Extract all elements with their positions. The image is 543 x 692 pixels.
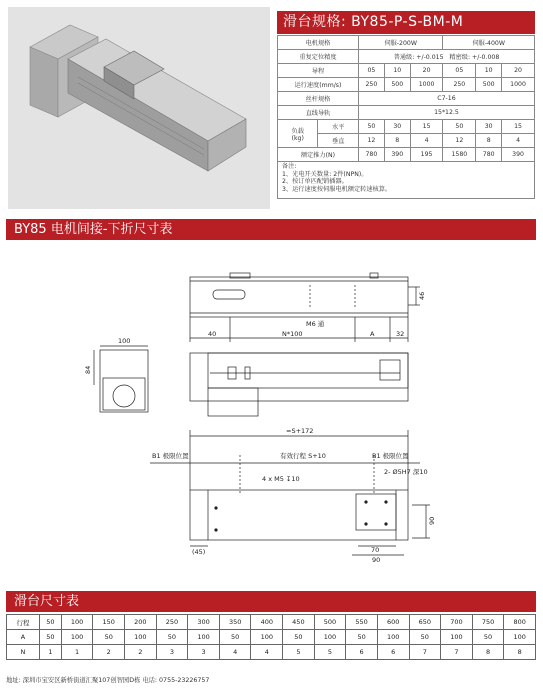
repeat-prec-value: +/-0.008 [472,54,500,61]
hole-mark [384,522,387,525]
top-view-body [190,277,408,317]
spec-row-lead [278,64,535,78]
speed-cell: 500 [476,78,502,92]
lead-label: 导程 [278,64,359,78]
side-view-rail [208,353,408,388]
m5-label: 4 x M5 ↧10 [262,475,300,483]
stroke-cell: 50 [39,615,61,630]
spec-row-screw [278,92,535,106]
stroke-cell: 250 [156,615,188,630]
a-cell: 50 [409,630,441,645]
horizontal-cell: 50 [443,120,476,134]
a-cell: 50 [472,630,504,645]
total-length: =S+172 [286,427,314,435]
thrust-cell: 780 [476,148,502,162]
n-cell: 4 [251,645,283,660]
dim-n100: N*100 [282,330,303,338]
screw-value: C7-16 [358,92,534,106]
m6-label: M6 通 [306,320,325,328]
section-title: BY85 电机间接-下折尺寸表 [6,219,536,240]
note-item: 1、光电开关数量: 2件(NPN)。 [282,170,368,178]
a-cell: 50 [93,630,125,645]
lead-cell: 05 [358,64,384,78]
n-cell: 5 [283,645,315,660]
n-cell: 1 [61,645,93,660]
a-cell: 100 [504,630,536,645]
stroke-cell: 650 [409,615,441,630]
a-cell: 100 [251,630,283,645]
pin-holes-label: 2- Ø5H7 深10 [384,468,428,476]
hole-mark [364,522,367,525]
repeat-values [358,50,534,64]
a-cell: 100 [377,630,409,645]
note-item: 2、按订单匹配销插器。 [282,178,348,186]
drawing-svg [0,250,543,580]
motor-label: 电机规格 [278,36,359,50]
limit-right: B1 极限位置 [372,452,409,460]
spec-title: 滑台规格: BY85-P-S-BM-M [277,11,535,34]
stroke-cell: 350 [219,615,251,630]
vertical-cell: 4 [502,134,535,148]
a-header: A [7,630,40,645]
dim-90-vertical: 90 [428,516,436,525]
dim-70: 70 [371,546,380,554]
footer-address: 地址: 深圳市宝安区新桥街道汇聚107创智园D栋 电话: 0755-23226757 [6,677,210,684]
n-row [7,645,536,660]
bottom-view-carriage [356,494,396,530]
bottom-view-body [190,490,408,540]
hole-mark [384,500,387,503]
repeat-std-value: +/-0.015 [416,54,444,61]
spec-row-speed [278,78,535,92]
horizontal-cell: 15 [410,120,443,134]
horizontal-cell: 30 [384,120,410,134]
thrust-label: 额定推力(N) [278,148,359,162]
guide-label: 直线导轨 [278,106,359,120]
side-view-motor [208,388,258,416]
n-cell: 3 [156,645,188,660]
speed-label: 运行速度(mm/s) [278,78,359,92]
repeat-prec-label: 精密级: [449,54,471,61]
dim-32: 32 [396,330,405,338]
horizontal-cell: 15 [502,120,535,134]
motor-400: 伺服-400W [443,36,535,50]
lead-cell: 20 [502,64,535,78]
spec-row-repeat [278,50,535,64]
stroke-header: 行程 [7,615,40,630]
effective-stroke: 有效行程 S+10 [280,452,326,460]
vertical-cell: 8 [476,134,502,148]
notes-title: 备注: [282,163,297,170]
a-cell: 100 [314,630,346,645]
n-cell: 7 [441,645,473,660]
n-cell: 4 [219,645,251,660]
end-view-flange [103,378,145,410]
horizontal-cell: 30 [476,120,502,134]
vertical-cell: 12 [358,134,384,148]
limit-left: B1 极限位置 [152,452,189,460]
motor-200: 伺服-200W [358,36,443,50]
vertical-cell: 12 [443,134,476,148]
stroke-cell: 500 [314,615,346,630]
end-view-body [100,350,148,412]
n-cell: 8 [472,645,504,660]
n-cell: 7 [409,645,441,660]
dim-100: 100 [118,337,131,345]
a-cell: 50 [283,630,315,645]
thrust-cell: 390 [384,148,410,162]
thrust-cell: 390 [502,148,535,162]
top-view-slot [213,290,245,299]
a-cell: 50 [219,630,251,645]
dim-40: 40 [208,330,217,338]
stroke-cell: 750 [472,615,504,630]
vertical-cell: 4 [410,134,443,148]
a-cell: 50 [346,630,378,645]
stroke-cell: 450 [283,615,315,630]
speed-cell: 500 [384,78,410,92]
speed-cell: 250 [443,78,476,92]
load-label: 负载 (kg) [278,120,318,148]
lead-cell: 20 [410,64,443,78]
stroke-cell: 100 [61,615,93,630]
stroke-cell: 800 [504,615,536,630]
n-cell: 6 [377,645,409,660]
lead-cell: 05 [443,64,476,78]
dimension-drawing [0,250,543,584]
note-item: 3、运行速度按伺服电机额定转速核算。 [282,185,392,193]
a-row [7,630,536,645]
product-photo [8,7,270,209]
dim-90-horizontal: 90 [372,556,381,564]
spec-row-motor [278,36,535,50]
stroke-cell: 400 [251,615,283,630]
n-cell: 3 [188,645,220,660]
n-cell: 6 [346,645,378,660]
stroke-cell: 550 [346,615,378,630]
speed-cell: 250 [358,78,384,92]
dim-45: (45) [192,548,206,556]
slide-size-table [6,614,536,660]
n-cell: 2 [93,645,125,660]
a-cell: 100 [125,630,157,645]
repeat-label: 重复定位精度 [278,50,359,64]
slide-size-title: 滑台尺寸表 [6,591,536,612]
stroke-cell: 600 [377,615,409,630]
spec-table [277,35,535,162]
screw-label: 丝杆规格 [278,92,359,106]
stroke-cell: 150 [93,615,125,630]
a-cell: 100 [61,630,93,645]
a-cell: 50 [39,630,61,645]
guide-value: 15*12.5 [358,106,534,120]
repeat-std-label: 普通级: [393,54,415,61]
stroke-cell: 300 [188,615,220,630]
lead-cell: 10 [384,64,410,78]
spec-row-guide [278,106,535,120]
speed-cell: 1000 [502,78,535,92]
side-view-body [190,353,408,401]
end-view-circle [113,385,135,407]
vertical-label: 垂直 [318,134,358,148]
n-cell: 1 [39,645,61,660]
side-view-end-block [380,360,400,380]
hole-mark [364,500,367,503]
a-cell: 100 [188,630,220,645]
stroke-cell: 700 [441,615,473,630]
stroke-row [7,615,536,630]
a-cell: 100 [441,630,473,645]
thrust-cell: 1580 [443,148,476,162]
thrust-cell: 195 [410,148,443,162]
thrust-cell: 780 [358,148,384,162]
spec-notes [277,161,535,199]
speed-cell: 1000 [410,78,443,92]
spec-row-horizontal [278,120,535,134]
dim-84: 84 [84,365,92,374]
spec-row-thrust [278,148,535,162]
horizontal-label: 水平 [318,120,358,134]
a-cell: 50 [156,630,188,645]
horizontal-cell: 50 [358,120,384,134]
hole-mark [214,528,217,531]
n-cell: 8 [504,645,536,660]
n-cell: 5 [314,645,346,660]
vertical-cell: 8 [384,134,410,148]
dim-46: 46 [418,291,426,300]
dim-a: A [370,330,375,338]
hole-mark [214,506,217,509]
lead-cell: 10 [476,64,502,78]
stroke-cell: 200 [125,615,157,630]
n-cell: 2 [125,645,157,660]
n-header: N [7,645,40,660]
